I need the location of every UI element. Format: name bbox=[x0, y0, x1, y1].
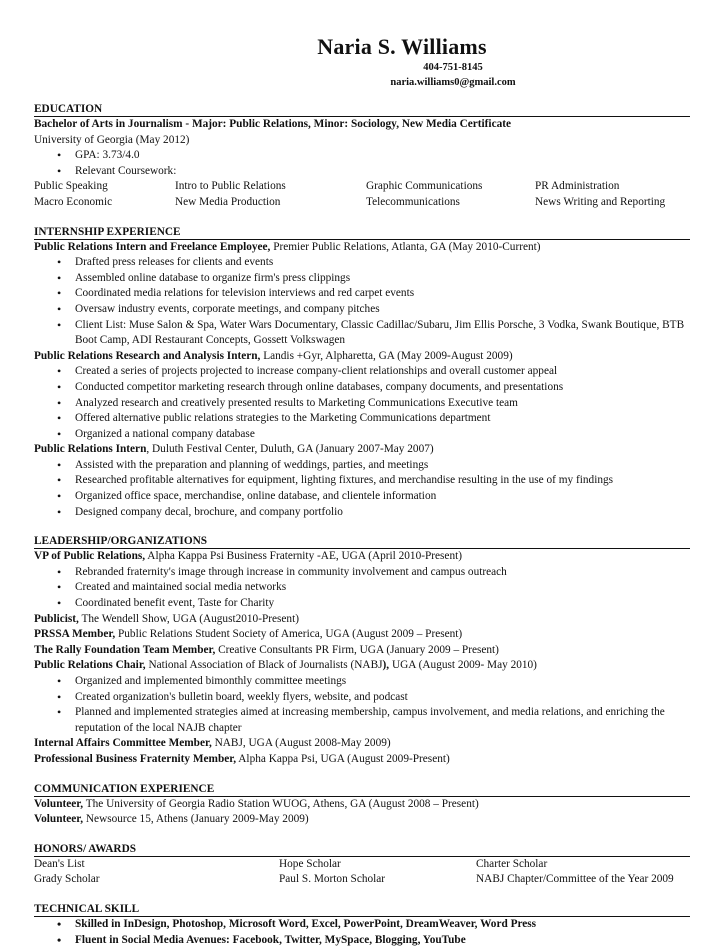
phone-number: 404-751-8145 bbox=[423, 62, 483, 73]
job-title-line bbox=[34, 240, 690, 256]
role-line bbox=[34, 736, 690, 752]
list-item: • Organized a national company database bbox=[34, 427, 690, 443]
list-item: • Assisted with the preparation and planning of weddings, parties, and meetings bbox=[34, 458, 690, 474]
role-title: Volunteer, bbox=[34, 813, 84, 826]
course: News Writing and Reporting bbox=[535, 195, 666, 208]
course: Intro to Public Relations bbox=[175, 180, 286, 193]
job-detail: , Duluth Festival Center, Duluth, GA (January 2007-May 2007) bbox=[146, 443, 434, 456]
course: Public Speaking bbox=[34, 180, 108, 193]
course: Graphic Communications bbox=[366, 180, 483, 193]
leadership-heading: LEADERSHIP/ORGANIZATIONS bbox=[34, 534, 690, 549]
role-title: Public Relations Chair, bbox=[34, 659, 146, 672]
list-item: • Designed company decal, brochure, and company portfolio bbox=[34, 505, 690, 521]
role-detail: The University of Georgia Radio Station WUOG bbox=[83, 797, 308, 810]
role-title: PRSSA Member, bbox=[34, 628, 116, 641]
role-title: VP of Public Relations, bbox=[34, 550, 146, 563]
list-item: • Organized office space, merchandise, online database, and clientele information bbox=[34, 489, 690, 505]
list-item: • Oversaw industry events, corporate meetings, and company pitches bbox=[34, 302, 690, 318]
job-bullets bbox=[34, 458, 690, 520]
role-bullets bbox=[34, 674, 690, 736]
list-item: • Rebranded fraternity's image through increase in community involvement and campus outreach bbox=[34, 565, 690, 581]
role-line bbox=[34, 812, 690, 828]
list-item: • Fluent in Social Media Avenues: Facebook, Twitter, MySpace, Blogging, YouTube bbox=[34, 933, 690, 948]
role-line bbox=[34, 658, 690, 674]
role-title: Publicist, bbox=[34, 612, 79, 625]
school: University of Georgia (May 2012) bbox=[34, 133, 190, 146]
role-title: Professional Business Fraternity Member, bbox=[34, 752, 237, 765]
course: Telecommunications bbox=[366, 195, 460, 208]
list-item: • Planned and implemented strategies aimed at increasing membership, campus involvement, and media relations, and enriching the reputation of the local NAJB chapter bbox=[34, 705, 690, 736]
job-bullets bbox=[34, 364, 690, 442]
job-title-line bbox=[34, 442, 690, 458]
honor: Hope Scholar bbox=[279, 857, 341, 870]
list-item: • Created and maintained social media networks bbox=[34, 580, 690, 596]
job-title: Public Relations Research and Analysis Intern, bbox=[34, 349, 261, 362]
role-title: Volunteer, bbox=[34, 797, 84, 810]
internship-heading: INTERNSHIP EXPERIENCE bbox=[34, 225, 690, 240]
role-title: Internal Affairs Committee Member, bbox=[34, 737, 212, 750]
degree: Bachelor of Arts in Journalism - Major: Public Relations, Minor: Sociology, New Media Certificate bbox=[34, 118, 512, 130]
list-item: • Skilled in InDesign, Photoshop, Microsoft Word, Excel, PowerPoint, DreamWeaver, Word Press bbox=[34, 917, 690, 933]
technical-bullets bbox=[34, 917, 690, 948]
role-detail: The Wendell Show, UGA (August2010-Present) bbox=[78, 612, 299, 625]
list-item: • Coordinated media relations for television interviews and red carpet events bbox=[34, 286, 690, 302]
email-address: naria.williams0@gmail.com bbox=[390, 77, 516, 88]
list-item: • Conducted competitor marketing research through online databases, company documents, and presentations bbox=[34, 380, 690, 396]
coursework-grid bbox=[34, 179, 690, 210]
list-item: • Assembled online database to organize firm's press clippings bbox=[34, 271, 690, 287]
list-item: • Researched profitable alternatives for equipment, lighting fixtures, and merchandise resulting in the use of my findings bbox=[34, 473, 690, 489]
role-line bbox=[34, 752, 690, 768]
role-line bbox=[34, 643, 690, 659]
technical-heading: TECHNICAL SKILL bbox=[34, 902, 690, 917]
role-title: The Rally Foundation Team Member, bbox=[34, 643, 216, 656]
role-detail: NABJ, UGA (August 2008-May 2009) bbox=[211, 737, 391, 750]
job-bullets bbox=[34, 255, 690, 349]
role-detail: , Athens, GA (August 2008 – Present) bbox=[307, 797, 479, 810]
course: Macro Economic bbox=[34, 195, 113, 208]
communication-heading: COMMUNICATION EXPERIENCE bbox=[34, 782, 690, 797]
honor: Charter Scholar bbox=[476, 857, 548, 870]
honors-grid bbox=[34, 857, 690, 888]
role-line bbox=[34, 627, 690, 643]
list-item: • Drafted press releases for clients and events bbox=[34, 255, 690, 271]
role-line bbox=[34, 612, 690, 628]
honor: Paul S. Morton Scholar bbox=[279, 873, 386, 886]
resume-name: Naria S. Williams bbox=[317, 34, 487, 59]
role-line bbox=[34, 549, 690, 565]
job-title: Public Relations Intern bbox=[34, 443, 147, 456]
course: New Media Production bbox=[175, 195, 281, 208]
role-detail: Creative Consultants PR Firm, UGA (January 2009 – Present) bbox=[215, 643, 499, 656]
role-detail: Alpha Kappa Psi Business Fraternity -AE, UGA (April 2010-Present) bbox=[145, 550, 462, 563]
list-item: • Analyzed research and creatively presented results to Marketing Communications Executive team bbox=[34, 396, 690, 412]
resume-page bbox=[34, 34, 690, 948]
list-item: • Created organization's bulletin board, weekly flyers, website, and podcast bbox=[34, 690, 690, 706]
list-item: • Created a series of projects projected to increase company-client relationships and overall customer appeal bbox=[34, 364, 690, 380]
honor: NABJ Chapter/Committee of the Year 2009 bbox=[476, 873, 674, 886]
honor: Dean's List bbox=[34, 857, 85, 870]
job-title: Public Relations Intern and Freelance Employee, bbox=[34, 240, 271, 253]
list-item: • Coordinated benefit event, Taste for Charity bbox=[34, 596, 690, 612]
role-bullets bbox=[34, 565, 690, 612]
role-detail: Alpha Kappa Psi, UGA (August 2009-Present) bbox=[236, 752, 450, 765]
honor: Grady Scholar bbox=[34, 873, 100, 886]
role-detail: UGA (August 2009- May 2010) bbox=[391, 659, 537, 672]
education-heading: EDUCATION bbox=[34, 102, 690, 117]
role-detail: National Association of Black of Journalists (NABJ bbox=[145, 659, 383, 672]
list-item: • Organized and implemented bimonthly committee meetings bbox=[34, 674, 690, 690]
role-detail: Public Relations Student Society of America, UGA (August 2009 – Present) bbox=[115, 628, 463, 641]
coursework-label: • Relevant Coursework: bbox=[34, 164, 690, 180]
job-detail: Premier Public Relations, Atlanta, GA (May 2010-Current) bbox=[270, 240, 541, 253]
role-detail: ), bbox=[382, 659, 392, 672]
list-item: • Client List: Muse Salon & Spa, Water Wars Documentary, Classic Cadillac/Subaru, Jim Ellis Porsche, 3 Vodka, Swank Boutique, BTB Boot Camp, ADI Restaurant Concepts, Gossett Volkswagen bbox=[34, 318, 690, 349]
job-detail: Landis +Gyr, Alpharetta, GA (May 2009-August 2009) bbox=[260, 349, 513, 362]
education-bullets bbox=[34, 148, 690, 179]
list-item: • Offered alternative public relations strategies to the Marketing Communications department bbox=[34, 411, 690, 427]
role-detail: Newsource 15, Athens (January 2009-May 2009) bbox=[83, 813, 309, 826]
role-line bbox=[34, 797, 690, 813]
job-title-line bbox=[34, 349, 690, 365]
gpa: • GPA: 3.73/4.0 bbox=[34, 148, 690, 164]
course: PR Administration bbox=[535, 180, 620, 193]
honors-heading: HONORS/ AWARDS bbox=[34, 842, 690, 857]
